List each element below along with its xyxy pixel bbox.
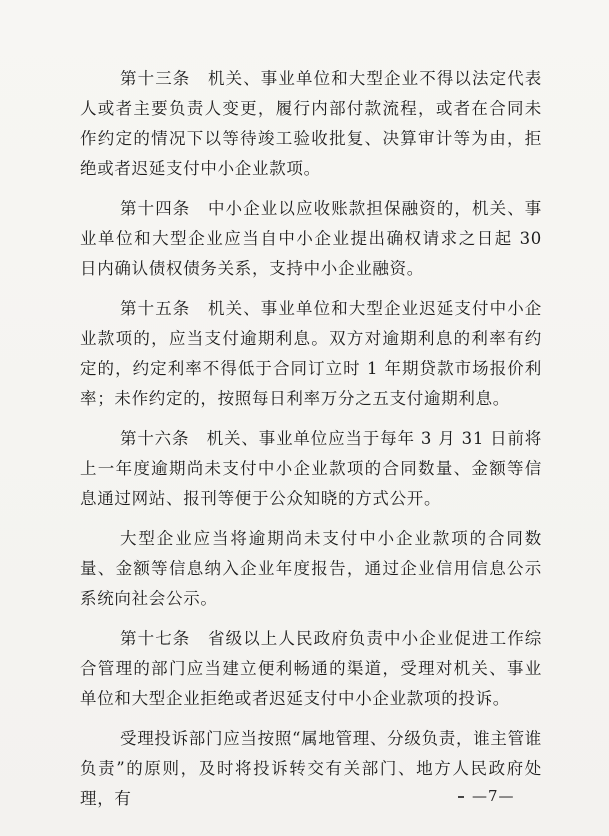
page-number: —7— xyxy=(472,787,515,805)
footer-dash-mark xyxy=(458,796,464,798)
document-body xyxy=(80,64,542,824)
article-17-second-paragraph: 受理投诉部门应当按照“属地管理、分级负责，谁主管谁负责”的原则，及时将投诉转交有关部门、地方人民政府处理，有 xyxy=(80,729,542,808)
article-16-second-paragraph: 大型企业应当将逾期尚未支付中小企业款项的合同数量、金额等信息纳入企业年度报告，通过企业信用信息公示系统向社会公示。 xyxy=(80,529,542,608)
article-14-paragraph: 第十四条 中小企业以应收账款担保融资的，机关、事业单位和大型企业应当自中小企业提出确权请求之日起 30 日内确认债权债务关系，支持中小企业融资。 xyxy=(80,199,542,278)
article-15-paragraph: 第十五条 机关、事业单位和大型企业迟延支付中小企业款项的，应当支付逾期利息。双方对逾期利息的利率有约定的，约定利率不得低于合同订立时 1 年期贷款市场报价利率；未作约定的，按照每日利率万分之五支付逾期利息。 xyxy=(80,299,542,408)
article-16-paragraph: 第十六条 机关、事业单位应当于每年 3 月 31 日前将上一年度逾期尚未支付中小企业款项的合同数量、金额等信息通过网站、报刊等便于公众知晓的方式公开。 xyxy=(80,429,542,508)
article-17-paragraph: 第十七条 省级以上人民政府负责中小企业促进工作综合管理的部门应当建立便利畅通的渠道，受理对机关、事业单位和大型企业拒绝或者迟延支付中小企业款项的投诉。 xyxy=(80,629,542,708)
article-13-paragraph: 第十三条 机关、事业单位和大型企业不得以法定代表人或者主要负责人变更，履行内部付款流程，或者在合同未作约定的情况下以等待竣工验收批复、决算审计等为由，拒绝或者迟延支付中小企业款项。 xyxy=(80,69,542,178)
